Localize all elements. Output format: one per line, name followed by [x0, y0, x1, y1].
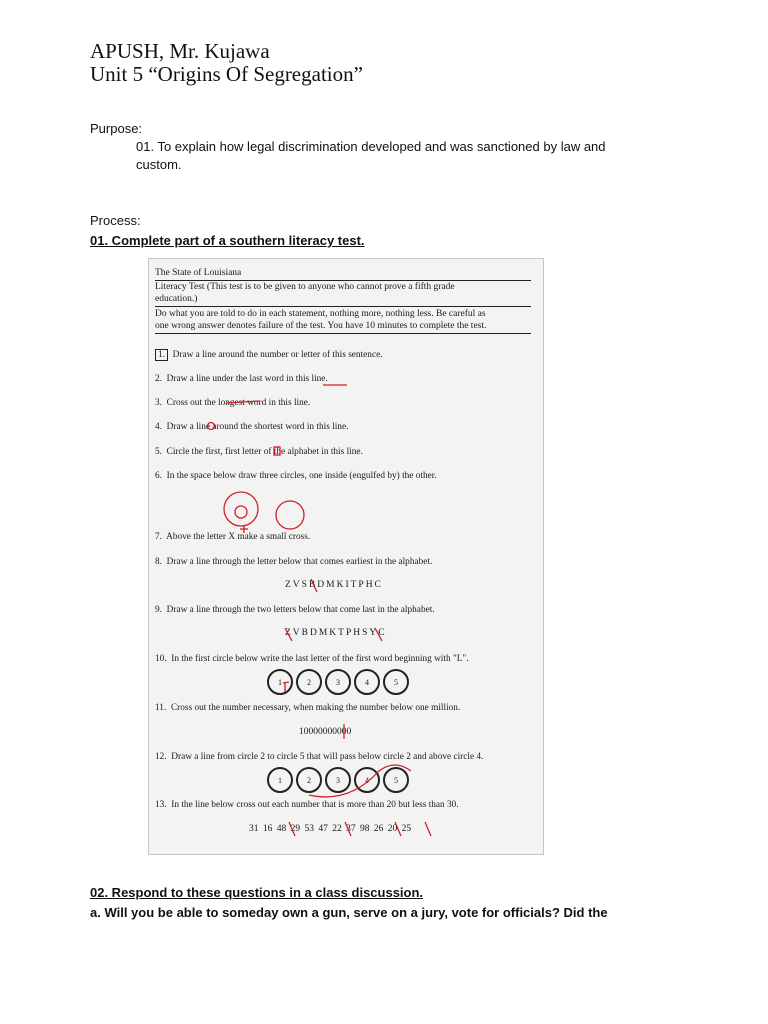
separate-circle-mark: [276, 501, 304, 529]
document-title: APUSH, Mr. Kujawa: [90, 39, 270, 63]
box-mark: [274, 447, 280, 455]
strike-mark: [289, 822, 295, 836]
letters-line-8: ZVSBDMKITPHC: [285, 580, 383, 590]
question-a: a. Will you be able to someday own a gun, serve on a jury, vote for officials? Did the: [90, 905, 608, 920]
test-item-5: 5. Circle the first, first letter of the alphabet in this line.: [155, 447, 363, 457]
test-item-9: 9. Draw a line through the two letters below that come last in the alphabet.: [155, 605, 435, 615]
test-state: The State of Louisiana: [155, 268, 242, 278]
circle: 4: [354, 669, 380, 695]
test-item-1: 1. Draw a line around the number or letter of this sentence.: [155, 349, 383, 361]
inner-circle-mark: [235, 506, 247, 518]
test-item-8: 8. Draw a line through the letter below that comes earliest in the alphabet.: [155, 557, 433, 567]
letter-mark: [283, 682, 289, 692]
process-step-1: 01. Complete part of a southern literacy test.: [90, 233, 365, 248]
circle: 1: [267, 767, 293, 793]
letters-line-9: ZVBDMKTPHSYC: [285, 628, 387, 638]
circle: 3: [325, 669, 351, 695]
number-line-13: 31 16 48 29 53 47 22 37 98 26 20 25: [249, 824, 412, 834]
test-item-6: 6. In the space below draw three circles, one inside (engulfed by) the other.: [155, 471, 437, 481]
strike-mark: [227, 401, 259, 403]
circle: 5: [383, 767, 409, 793]
circle: 2: [296, 669, 322, 695]
strike-mark: [311, 579, 317, 592]
strike-mark: [395, 822, 401, 836]
test-instructions: Do what you are told to do in each statement, nothing more, nothing less. Be careful as: [155, 309, 486, 319]
literacy-test-scan: [148, 258, 544, 855]
test-item-12: 12. Draw a line from circle 2 to circle 5 that will pass below circle 2 and above circle 4.: [155, 752, 484, 762]
purpose-item: 01. To explain how legal discrimination developed and was sanctioned by law and custom.: [136, 139, 606, 172]
circle: 5: [383, 669, 409, 695]
test-item-2: 2. Draw a line under the last word in this line.: [155, 374, 328, 384]
test-instructions-2: one wrong answer denotes failure of the test. You have 10 minutes to complete the test.: [155, 321, 487, 331]
strike-mark: [285, 628, 292, 641]
strike-mark: [375, 628, 382, 641]
test-intro-2: education.): [155, 294, 198, 304]
test-item-7: 7. Above the letter X make a small cross.: [155, 532, 311, 542]
circle: 4: [354, 767, 380, 793]
process-step-2: 02. Respond to these questions in a class discussion.: [90, 885, 424, 900]
circle: 1: [267, 669, 293, 695]
strike-mark: [425, 822, 431, 836]
process-label: Process:: [90, 213, 141, 228]
test-intro: Literacy Test (This test is to be given to anyone who cannot prove a fifth grade: [155, 282, 455, 292]
test-item-13: 13. In the line below cross out each number that is more than 20 but less than 30.: [155, 800, 459, 810]
outer-circle-mark: [224, 492, 258, 526]
test-item-10: 10. In the first circle below write the last letter of the first word beginning with "L".: [155, 654, 469, 664]
circle-mark: [208, 423, 215, 430]
test-item-4: 4. Draw a line around the shortest word in this line.: [155, 422, 349, 432]
red-pen-markings: [149, 259, 545, 856]
test-item-11: 11. Cross out the number necessary, when making the number below one million.: [155, 703, 461, 713]
unit-title: Unit 5 “Origins Of Segregation”: [90, 62, 363, 86]
circle: 2: [296, 767, 322, 793]
number-line-11: 10000000000: [299, 727, 352, 737]
strike-mark: [345, 822, 351, 836]
circle: 3: [325, 767, 351, 793]
purpose-label: Purpose:: [90, 121, 143, 136]
connecting-line-mark: [309, 765, 411, 797]
test-item-3: 3. Cross out the longest word in this line.: [155, 398, 311, 408]
